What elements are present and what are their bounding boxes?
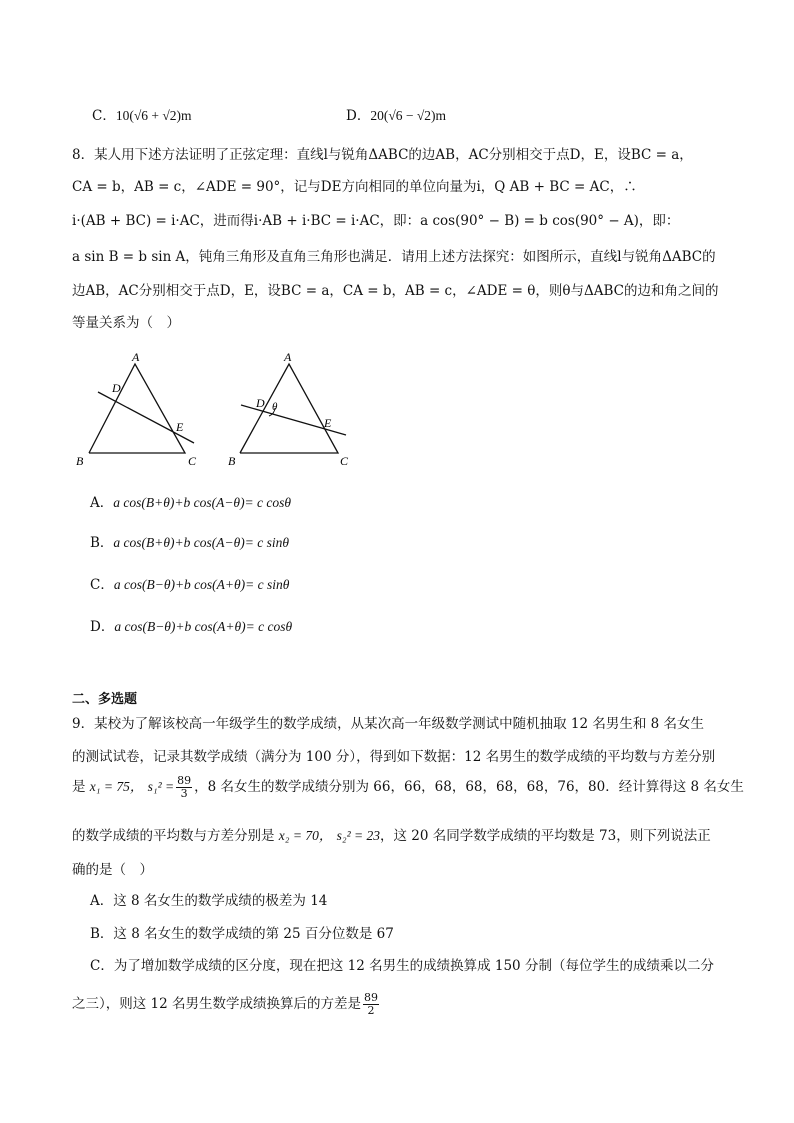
label-theta: θ: [272, 401, 278, 413]
q8-option-d-text: a cos(B−θ)+b cos(A+θ)= c cosθ: [114, 619, 293, 634]
q8-line-1: 8．某人用下述方法证明了正弦定理：直线l与锐角ΔABC的边AB，AC分别相交于点D，E，设BC = a，: [72, 147, 693, 163]
q9-option-c-line-2: [72, 992, 381, 1017]
q8-triangle-figures: [70, 345, 370, 470]
triangle-abc-left: [89, 364, 185, 453]
line-l-left: [98, 392, 194, 443]
q7-option-c-value: 10(√6 + √2)m: [115, 108, 192, 123]
label-c-left: C: [188, 454, 197, 468]
q7-option-c: [92, 106, 192, 126]
label-b-right: B: [228, 454, 236, 468]
q9-option-c-line-1: C．为了增加数学成绩的区分度，现在把这 12 名男生的成绩换算成 150 分制（每位学生的成绩乘以二分: [90, 958, 714, 974]
q8-line-5: 边AB，AC分别相交于点D，E，设BC = a，CA = b，AB = c，∠ADE = θ，则θ与ΔABC的边和角之间的: [72, 283, 719, 299]
q9-option-c-fraction: [363, 992, 379, 1017]
label-a-right: A: [284, 350, 292, 364]
q8-option-a-label: A．: [90, 495, 114, 511]
label-e-left: E: [176, 420, 184, 434]
q9-line-4: [72, 826, 711, 846]
figure-right: [228, 350, 349, 468]
q9-male-mean: x₁ = 75，: [89, 779, 144, 794]
q9-male-variance-den: 3: [180, 787, 188, 800]
q8-option-a: [90, 493, 291, 513]
q9-male-variance-fraction: [176, 775, 192, 800]
q8-line-4: a sin B = b sin A，钝角三角形及直角三角形也满足．请用上述方法探究：如图所示，直线l与锐角ΔABC的: [72, 249, 716, 265]
q9-line-2: 的测试试卷，记录其数学成绩（满分为 100 分），得到如下数据：12 名男生的数学成绩的平均数与方差分别: [72, 749, 716, 765]
label-a-left: A: [132, 350, 140, 364]
q8-line-2: CA = b，AB = c，∠ADE = 90°，记与DE方向相同的单位向量为i，Q AB + BC = AC，∴: [72, 179, 637, 195]
q7-option-c-label: C．: [92, 108, 116, 124]
label-d-left: D: [112, 381, 121, 395]
q8-option-c: [90, 575, 289, 595]
q7-option-d-label: D．: [346, 108, 371, 124]
q8-option-c-text: a cos(B−θ)+b cos(A+θ)= c sinθ: [113, 577, 290, 592]
q9-female-mean: x₂ = 70，: [278, 828, 333, 843]
q8-option-d-label: D．: [90, 619, 115, 635]
q9-option-a: A．这 8 名女生的数学成绩的极差为 14: [90, 893, 328, 909]
q9-line-1: 9．某校为了解该校高一年级学生的数学成绩，从某次高一年级数学测试中随机抽取 12 名男生和 8 名女生: [72, 716, 705, 732]
q9-line-3-start: 是: [72, 779, 86, 795]
q8-option-d: [90, 617, 292, 637]
section-title-multi-choice: 二、多选题: [72, 692, 138, 707]
q9-female-variance: s₂² = 23: [336, 828, 380, 843]
q7-option-d: [346, 106, 446, 126]
q9-option-c-den: 2: [367, 1004, 375, 1017]
label-b-left: B: [76, 454, 84, 468]
q9-option-c-num: 89: [364, 991, 379, 1004]
q9-line-4-rest: ，这 20 名同学数学成绩的平均数是 73，则下列说法正: [380, 828, 711, 844]
q8-option-c-label: C．: [90, 577, 114, 593]
q9-male-variance-label: s₁² =: [147, 779, 175, 794]
q8-option-a-text: a cos(B+θ)+b cos(A−θ)= c cosθ: [113, 495, 292, 510]
q9-male-variance-num: 89: [177, 774, 192, 787]
figure-left: [76, 350, 197, 468]
q9-option-c-line-2-text: 之三），则这 12 名男生数学成绩换算后的方差是: [72, 996, 362, 1012]
q9-line-4-start: 的数学成绩的平均数与方差分别是: [72, 828, 275, 844]
q8-option-b-text: a cos(B+θ)+b cos(A−θ)= c sinθ: [113, 535, 289, 550]
q8-option-b-label: B．: [90, 535, 114, 551]
q9-line-3: [72, 775, 744, 800]
q8-line-6: 等量关系为（ ）: [72, 315, 180, 331]
q8-line-3: i·(AB + BC) = i·AC，进而得i·AB + i·BC = i·AC，即：a cos(90° − B) = b cos(90° − A)，即：: [72, 213, 680, 229]
label-e-right: E: [324, 416, 332, 430]
q8-option-b: [90, 533, 289, 553]
q7-option-d-value: 20(√6 − √2)m: [370, 108, 447, 123]
q9-option-b: B．这 8 名女生的数学成绩的第 25 百分位数是 67: [90, 926, 394, 942]
q9-line-5: 确的是（ ）: [72, 862, 153, 878]
label-d-right: D: [256, 396, 265, 410]
q9-line-3-rest: ，8 名女生的数学成绩分别为 66，66，68，68，68，68，76，80．经计算得这 8 名女生: [194, 779, 744, 795]
label-c-right: C: [340, 454, 349, 468]
